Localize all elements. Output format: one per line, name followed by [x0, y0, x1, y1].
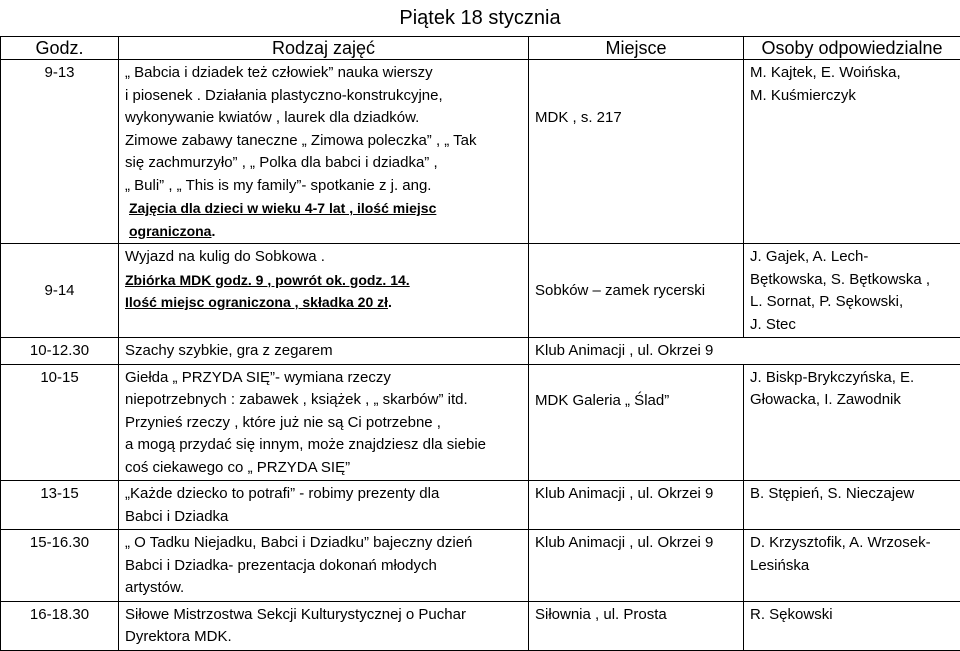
activity-cell [119, 530, 529, 602]
time-cell: 9-13 [1, 60, 119, 244]
activity-line: Giełda „ PRZYDA SIĘ”- wymiana rzeczy [125, 367, 522, 390]
place-text: Klub Animacji , ul. Okrzei 9 [535, 485, 713, 502]
activity-line: się zachmurzyło” , „ Polka dla babci i dziadka” , [125, 152, 522, 175]
place-text: Siłownia , ul. Prosta [535, 606, 667, 623]
activity-cell: Szachy szybkie, gra z zegarem [119, 338, 529, 365]
place-text: Klub Animacji , ul. Okrzei 9 [535, 534, 713, 551]
table-row [1, 60, 960, 244]
table-row [1, 244, 960, 338]
header-row [1, 37, 960, 60]
activity-cell [119, 244, 529, 338]
place-cell [529, 530, 744, 602]
time-cell: 9-14 [1, 244, 119, 338]
person-line: Głowacka, I. Zawodnik [750, 389, 954, 412]
person-line: B. Stępień, S. Nieczajew [750, 483, 954, 506]
time-cell: 10-12.30 [1, 338, 119, 365]
activity-note-end: . [388, 294, 392, 310]
activity-cell [119, 364, 529, 481]
people-cell [744, 244, 960, 338]
activity-line: a mogą przydać się innym, może znajdziesz dla siebie [125, 434, 522, 457]
people-cell [744, 364, 960, 481]
schedule-table [0, 36, 960, 651]
activity-line: „ O Tadku Niejadku, Babci i Dziadku” bajeczny dzień [125, 532, 522, 555]
place-text: Klub Animacji , ul. Okrzei 9 [535, 342, 713, 359]
people-cell [744, 530, 960, 602]
activity-cell [119, 601, 529, 650]
person-line: L. Sornat, P. Sękowski, [750, 291, 954, 314]
person-line: Bętkowska, S. Bętkowska , [750, 269, 954, 292]
place-cell [529, 244, 744, 338]
activity-line: Przynieś rzeczy , które już nie są Ci potrzebne , [125, 412, 522, 435]
place-cell [529, 481, 744, 530]
table-row [1, 601, 960, 650]
people-cell [744, 481, 960, 530]
place-cell [529, 364, 744, 481]
activity-line: wykonywanie kwiatów , laurek dla dziadków. [125, 107, 522, 130]
activity-line: „ Buli” , „ This is my family”- spotkanie z j. ang. [125, 175, 522, 198]
activity-line: Babci i Dziadka- prezentacja dokonań młodych [125, 555, 522, 578]
table-row [1, 530, 960, 602]
activity-line: niepotrzebnych : zabawek , książek , „ skarbów” itd. [125, 389, 522, 412]
header-activity: Rodzaj zajęć [119, 37, 529, 60]
person-line: M. Kajtek, E. Woińska, [750, 62, 954, 85]
time-cell: 13-15 [1, 481, 119, 530]
activity-cell [119, 481, 529, 530]
header-place: Miejsce [529, 37, 744, 60]
person-line: J. Gajek, A. Lech- [750, 246, 954, 269]
activity-note: Zbiórka MDK godz. 9 , powrót ok. godz. 14. [125, 269, 522, 292]
header-time: Godz. [1, 37, 119, 60]
activity-line: „Każde dziecko to potrafi” - robimy prezenty dla [125, 483, 522, 506]
place-text: MDK , s. 217 [535, 109, 622, 126]
person-line: Lesińska [750, 555, 954, 578]
activity-line: Babci i Dziadka [125, 506, 522, 529]
people-cell [744, 601, 960, 650]
activity-line: coś ciekawego co „ PRZYDA SIĘ” [125, 457, 522, 480]
activity-line: Zimowe zabawy taneczne „ Zimowa poleczka” , „ Tak [125, 130, 522, 153]
place-cell [529, 338, 960, 365]
person-line: J. Stec [750, 314, 954, 337]
table-row [1, 338, 960, 365]
time-cell: 15-16.30 [1, 530, 119, 602]
activity-line: i piosenek . Działania plastyczno-konstrukcyjne, [125, 85, 522, 108]
activity-line: artystów. [125, 577, 522, 600]
place-text: MDK Galeria „ Ślad” [535, 392, 669, 409]
page-title: Piątek 18 stycznia [0, 0, 960, 36]
place-cell [529, 601, 744, 650]
activity-note: Zajęcia dla dzieci w wieku 4-7 lat , ilość miejsc ograniczona [129, 200, 436, 239]
person-line: J. Biskp-Brykczyńska, E. [750, 367, 954, 390]
activity-line: Dyrektora MDK. [125, 626, 522, 649]
people-cell [744, 60, 960, 244]
place-text: Sobków – zamek rycerski [535, 282, 705, 299]
activity-line: Wyjazd na kulig do Sobkowa . [125, 246, 522, 269]
activity-note-end: . [211, 223, 215, 239]
person-line: R. Sękowski [750, 604, 954, 627]
table-row [1, 364, 960, 481]
time-cell: 16-18.30 [1, 601, 119, 650]
table-row [1, 481, 960, 530]
activity-line: „ Babcia i dziadek też człowiek” nauka wierszy [125, 62, 522, 85]
activity-cell [119, 60, 529, 244]
activity-line: Siłowe Mistrzostwa Sekcji Kulturystycznej o Puchar [125, 604, 522, 627]
place-cell [529, 60, 744, 244]
person-line: D. Krzysztofik, A. Wrzosek- [750, 532, 954, 555]
person-line: M. Kuśmierczyk [750, 85, 954, 108]
activity-note: Ilość miejsc ograniczona , składka 20 zł [125, 294, 388, 310]
time-cell: 10-15 [1, 364, 119, 481]
header-people: Osoby odpowiedzialne [744, 37, 960, 60]
